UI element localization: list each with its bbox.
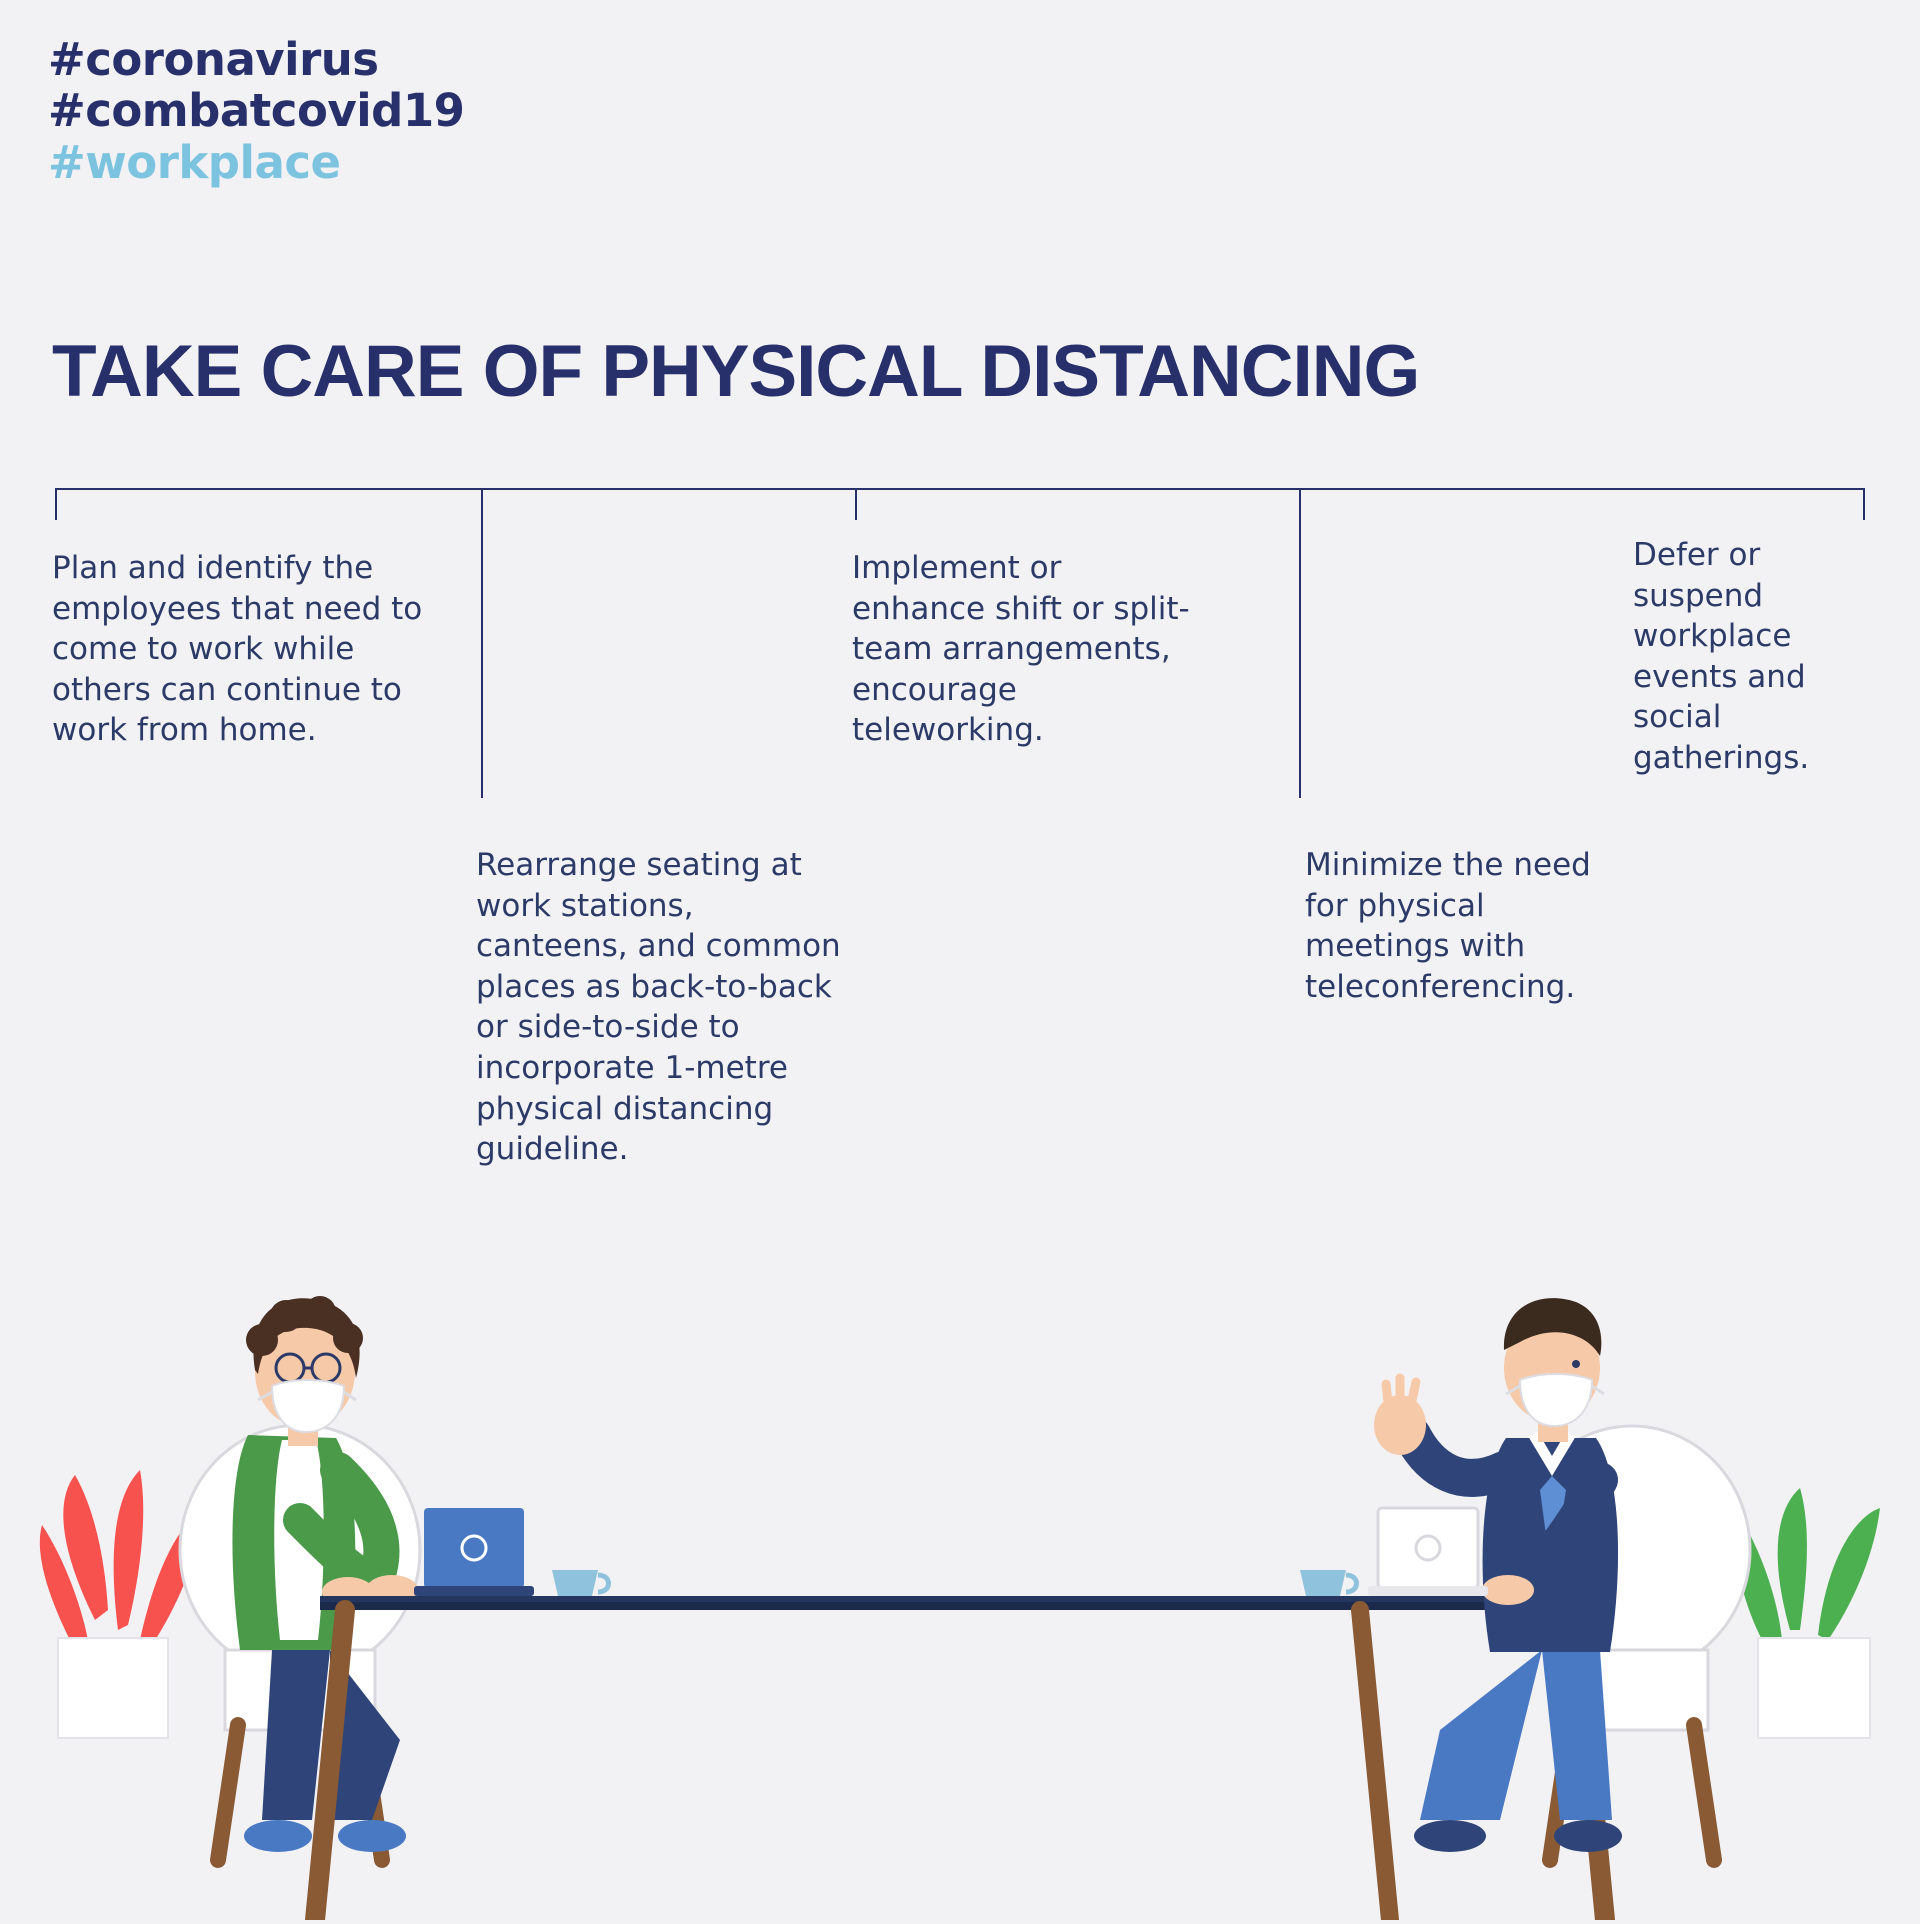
hashtag-workplace: #workplace (48, 135, 341, 189)
note-defer-events: Defer or suspend workplace events and social gatherings. (1633, 537, 1810, 777)
bracket-tick-3 (855, 488, 857, 520)
note-plan-and-identify: Plan and identify the employees that need to come to work while others can continue to work from home. (52, 550, 423, 749)
hashtag-combatcovid19: #combatcovid19 (48, 84, 465, 138)
bracket-tick-4 (1299, 488, 1301, 798)
note-teleconferencing: Minimize the need for physical meetings with teleconferencing. (1305, 847, 1591, 1005)
page-title: TAKE CARE OF PHYSICAL DISTANCING (52, 331, 1420, 412)
illustration-physical-distancing (0, 1220, 1920, 1920)
bracket-tick-2 (481, 488, 483, 798)
coffee-cup-right (1300, 1570, 1357, 1596)
hashtag-coronavirus: #coronavirus (48, 33, 379, 86)
note-shift-arrangements: Implement or enhance shift or split-team arrangements, encourage teleworking. (852, 550, 1190, 749)
laptop-icon-right (1368, 1508, 1488, 1596)
hashtag-group (48, 34, 464, 188)
coffee-cup-left (552, 1570, 609, 1596)
plant-red-icon (40, 1470, 205, 1738)
bracket-tick-left-end (55, 488, 57, 520)
bracket-line (55, 488, 1865, 490)
shared-table (315, 1596, 1605, 1920)
plant-green-icon (1737, 1488, 1880, 1738)
bracket-tick-right-end (1863, 488, 1865, 520)
laptop-icon-left (414, 1508, 534, 1596)
note-rearrange-seating: Rearrange seating at work stations, canteens, and common places as back-to-back or side-to-side to incorporate 1-metre physical distancing guideline. (476, 847, 841, 1168)
